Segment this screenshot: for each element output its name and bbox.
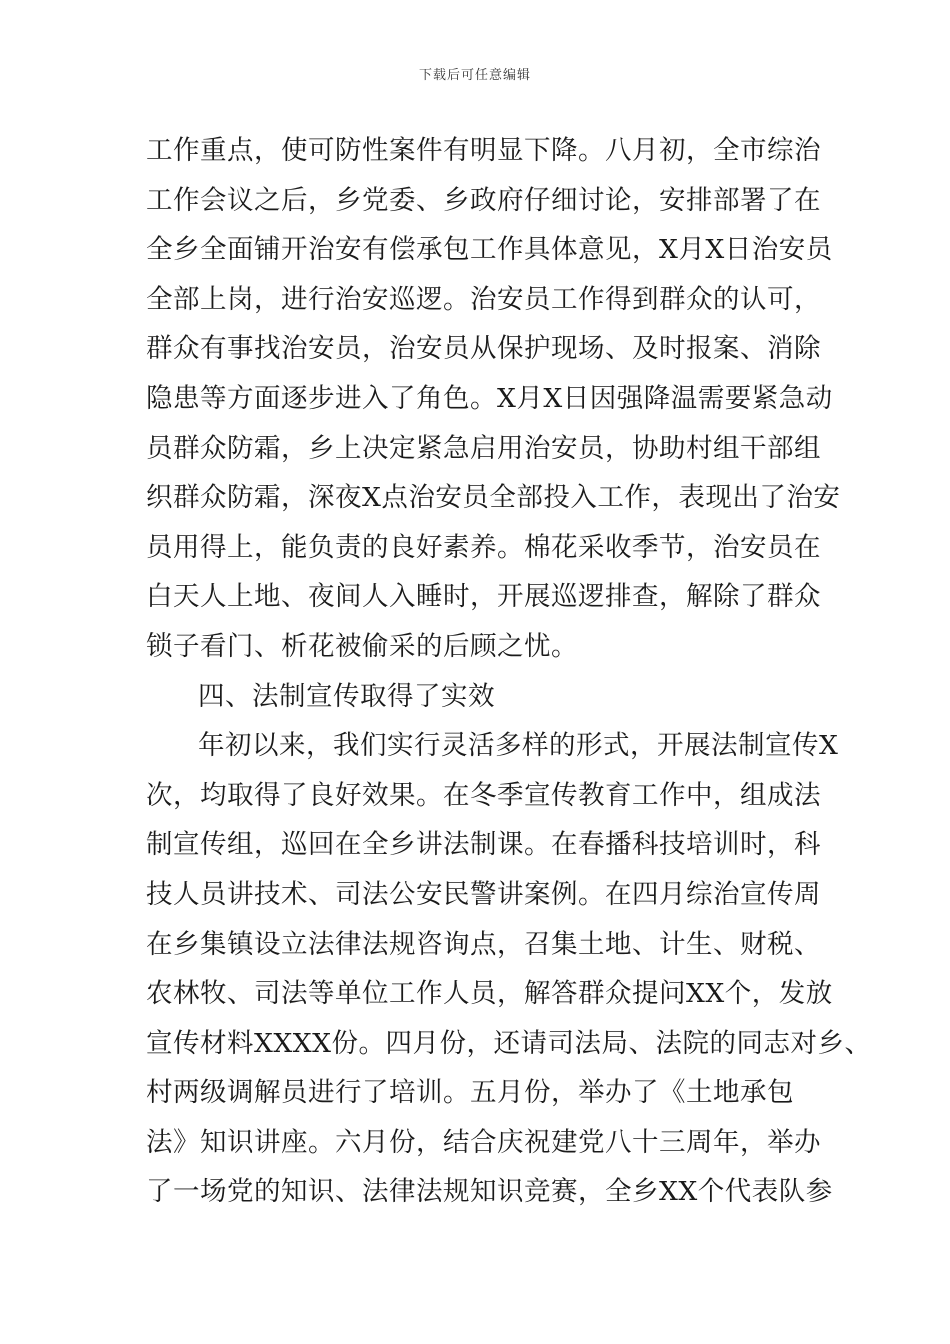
- text-line: 隐患等方面逐步进入了角色。X月X日因强降温需要紧急动: [146, 382, 833, 414]
- text-line: 制宣传组，巡回在全乡讲法制课。在春播科技培训时，科: [146, 829, 821, 861]
- text-line: 工作会议之后，乡党委、乡政府仔细讨论，安排部署了在: [146, 184, 821, 216]
- text-line: 法》知识讲座。六月份，结合庆祝建党八十三周年，举办: [146, 1126, 821, 1158]
- text-line: 次，均取得了良好效果。在冬季宣传教育工作中，组成法: [146, 779, 821, 811]
- section-heading: 四、法制宣传取得了实效: [198, 680, 495, 712]
- text-line: 锁子看门、析花被偷采的后顾之忧。: [146, 630, 578, 662]
- text-line: 宣传材料XXXX份。四月份，还请司法局、法院的同志对乡、: [146, 1027, 872, 1059]
- text-line: 员用得上，能负责的良好素养。棉花采收季节，治安员在: [146, 531, 821, 563]
- text-line: 农林牧、司法等单位工作人员，解答群众提问XX个，发放: [146, 978, 833, 1010]
- text-line: 白天人上地、夜间人入睡时，开展巡逻排查，解除了群众: [146, 581, 821, 613]
- text-line: 全部上岗，进行治安巡逻。治安员工作得到群众的认可，: [146, 283, 821, 315]
- text-line: 年初以来，我们实行灵活多样的形式，开展法制宣传X: [198, 730, 839, 762]
- text-line: 在乡集镇设立法律法规咨询点，召集土地、计生、财税、: [146, 928, 821, 960]
- text-line: 织群众防霜，深夜X点治安员全部投入工作，表现出了治安: [146, 482, 841, 514]
- text-line: 员群众防霜，乡上决定紧急启用治安员，协助村组干部组: [146, 432, 821, 464]
- text-line: 了一场党的知识、法律法规知识竞赛，全乡XX个代表队参: [146, 1176, 833, 1208]
- text-line: 群众有事找治安员，治安员从保护现场、及时报案、消除: [146, 333, 821, 365]
- page-header: 下载后可任意编辑: [418, 68, 531, 83]
- document-body: [146, 126, 872, 1217]
- text-line: 全乡全面铺开治安有偿承包工作具体意见，X月X日治安员: [146, 234, 833, 266]
- text-line: 村两级调解员进行了培训。五月份，举办了《土地承包: [146, 1077, 794, 1109]
- text-line: 工作重点，使可防性案件有明显下降。八月初，全市综治: [146, 135, 821, 166]
- text-line: 技人员讲技术、司法公安民警讲案例。在四月综治宣传周: [146, 878, 821, 910]
